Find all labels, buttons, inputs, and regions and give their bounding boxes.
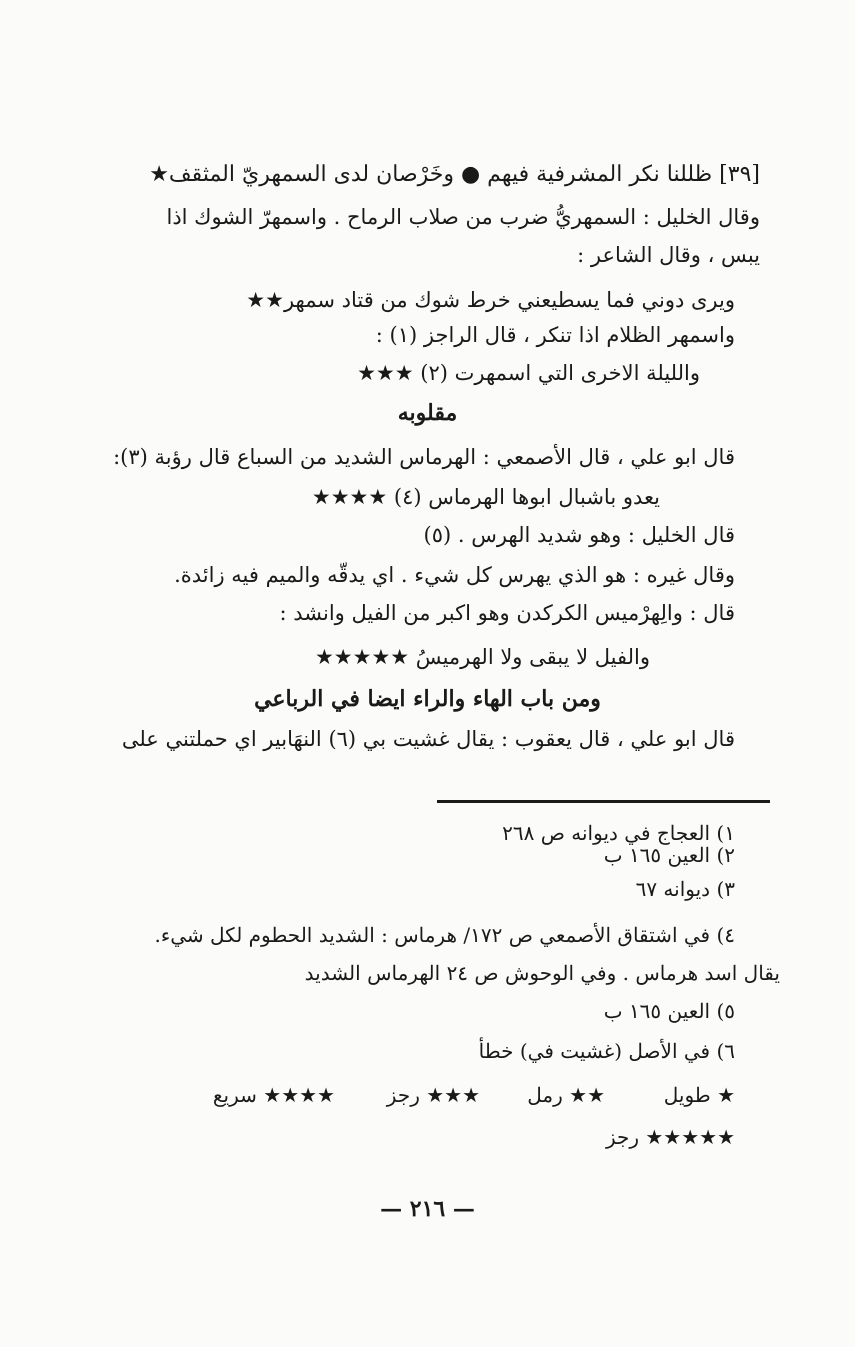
footnote-divider bbox=[437, 800, 770, 803]
body-line: واسمهر الظلام اذا تنكر ، قال الراجز (١) : bbox=[375, 323, 735, 347]
meter-key-ramal: ★★ رمل bbox=[527, 1083, 605, 1107]
body-line: وقال غيره : هو الذي يهرس كل شيء . اي يدقّه والميم فيه زائدة. bbox=[174, 563, 735, 587]
body-line: قال ابو علي ، قال الأصمعي : الهرماس الشديد من السباع قال رؤبة (٣): bbox=[113, 445, 735, 469]
footnote-4-continued: يقال اسد هرماس . وفي الوحوش ص ٢٤ الهرماس الشديد bbox=[304, 961, 780, 985]
footnote-6: ٦) في الأصل (غشيت في) خطأ bbox=[478, 1039, 735, 1063]
footnote-1: ١) العجاج في ديوانه ص ٢٦٨ bbox=[502, 821, 735, 845]
verse-39: [٣٩] ظللنا نكر المشرفية فيهم ● وخَرْصان لدى السمهريّ المثقف★ bbox=[149, 162, 760, 187]
footnote-5: ٥) العين ١٦٥ ب bbox=[603, 999, 735, 1023]
body-line: قال : والِهرْميس الكركدن وهو اكبر من الفيل وانشد : bbox=[279, 601, 735, 625]
meter-key-rajaz-5: ★★★★★ رجز bbox=[605, 1125, 735, 1149]
footnote-2: ٢) العين ١٦٥ ب bbox=[603, 843, 735, 867]
verse-line: ويرى دوني فما يسطيعني خرط شوك من قتاد سمهر★★ bbox=[246, 288, 735, 312]
body-line: قال ابو علي ، قال يعقوب : يقال غشيت بي (٦) النهَابير اي حملتني على bbox=[121, 727, 735, 751]
body-line: وقال الخليل : السمهريُّ ضرب من صلاب الرماح . واسمهرّ الشوك اذا bbox=[166, 205, 760, 229]
footnote-4: ٤) في اشتقاق الأصمعي ص ١٧٢/ هرماس : الشديد الحطوم لكل شيء. bbox=[154, 923, 735, 947]
section-heading-maqloubuh: مقلوبه bbox=[397, 400, 458, 426]
body-line: يبس ، وقال الشاعر : bbox=[577, 243, 760, 267]
meter-key-tawil: ★ طويل bbox=[663, 1083, 735, 1107]
page-number: — ٢١٦ — bbox=[380, 1196, 475, 1222]
meter-key-rajaz: ★★★ رجز bbox=[386, 1083, 480, 1107]
body-line: قال الخليل : وهو شديد الهرس . (٥) bbox=[423, 523, 735, 547]
footnote-3: ٣) ديوانه ٦٧ bbox=[635, 877, 735, 901]
verse-line: والليلة الاخرى التي اسمهرت (٢) ★★★ bbox=[357, 361, 700, 385]
verse-line: والفيل لا يبقى ولا الهرميسُ ★★★★★ bbox=[314, 645, 650, 669]
meter-key-sari: ★★★★ سريع bbox=[212, 1083, 335, 1107]
section-heading-ruba'i: ومن باب الهاء والراء ايضا في الرباعي bbox=[254, 686, 601, 712]
verse-line: يعدو باشبال ابوها الهرماس (٤) ★★★★ bbox=[311, 485, 660, 509]
